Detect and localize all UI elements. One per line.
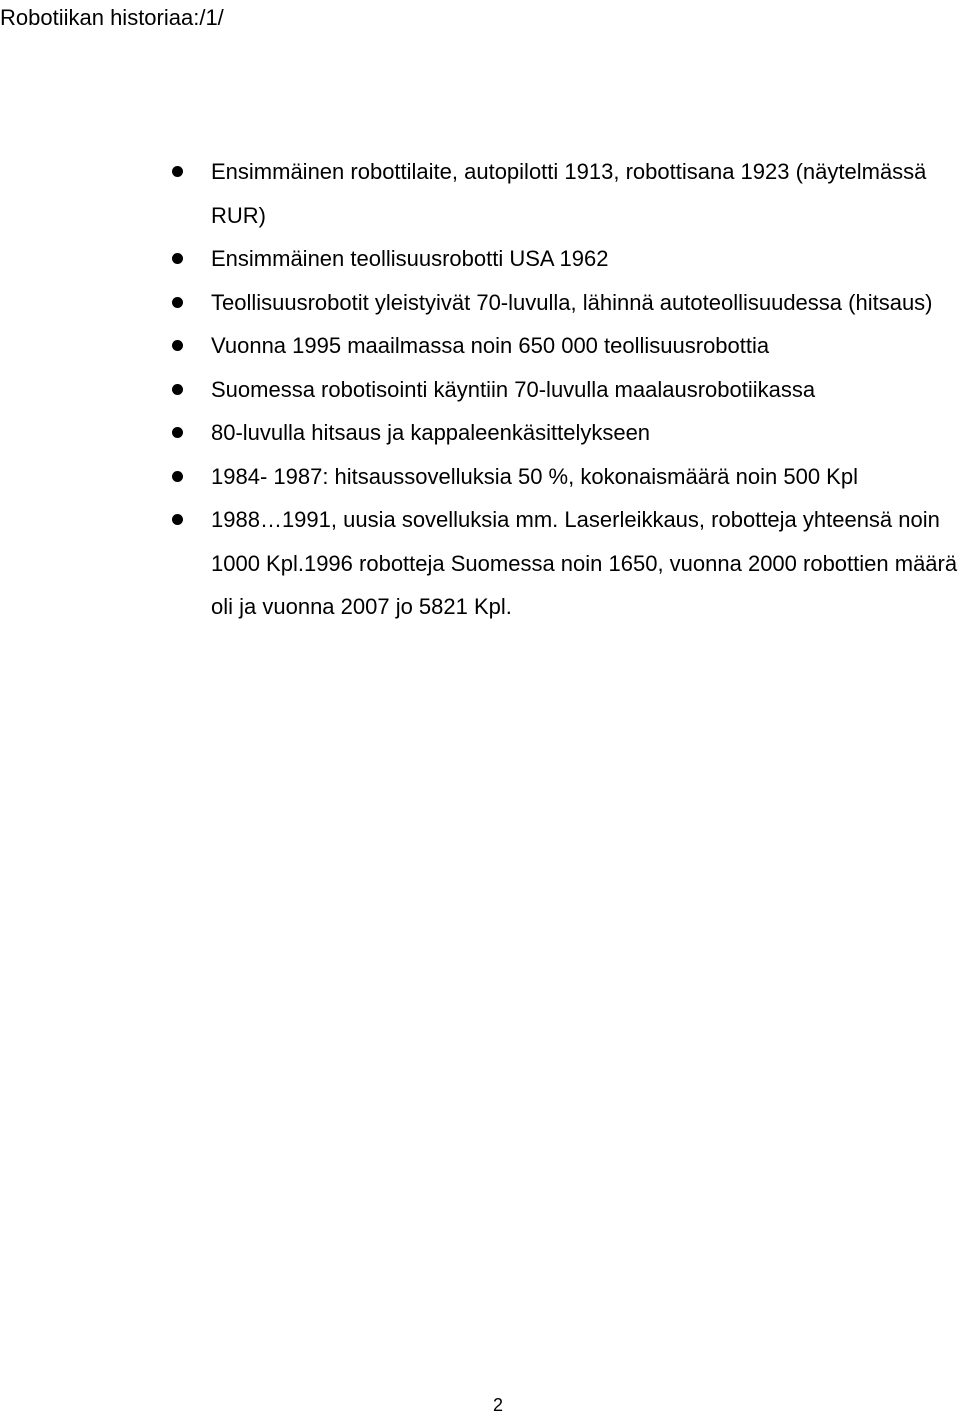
bullet-icon (172, 340, 183, 351)
list-item-text: 80-luvulla hitsaus ja kappaleenkäsittelykseen (211, 420, 651, 445)
bullet-icon (172, 384, 183, 395)
list-item-text: Teollisuusrobotit yleistyivät 70-luvulla, lähinnä autoteollisuudessa (hitsaus) (211, 289, 933, 315)
page-heading: Robotiikan historiaa:/1/ (0, 5, 224, 30)
bullet-icon (172, 166, 183, 177)
list-item (0, 150, 960, 237)
list-item-text: 1988…1991, uusia sovelluksia mm. Laserleikkaus, robotteja yhteensä noin 1000 Kpl.1996 robotteja Suomessa noin 1650, vuonna 2000 robottien määrä oli ja vuonna 2007 jo 5821 Kpl. (211, 507, 958, 619)
list-item-text: Ensimmäinen teollisuusrobotti USA 1962 (211, 246, 609, 271)
list-item (0, 411, 960, 455)
list-item (0, 237, 960, 281)
history-bullet-list (0, 150, 960, 629)
bullet-icon (172, 514, 183, 525)
list-item (0, 281, 960, 325)
bullet-icon (172, 297, 183, 308)
list-item (0, 455, 960, 499)
list-item (0, 368, 960, 412)
bullet-icon (172, 471, 183, 482)
list-item-text: Ensimmäinen robottilaite, autopilotti 1913, robottisana 1923 (näytelmässä RUR) (211, 159, 927, 228)
list-item-text: Suomessa robotisointi käyntiin 70-luvulla maalausrobotiikassa (211, 376, 816, 402)
bullet-icon (172, 427, 183, 438)
list-item (0, 498, 960, 629)
bullet-icon (172, 253, 183, 264)
page-number: 2 (492, 1395, 503, 1415)
list-item (0, 324, 960, 368)
list-item-text: 1984- 1987: hitsaussovelluksia 50 %, kokonaismäärä noin 500 Kpl (211, 463, 858, 489)
list-item-text: Vuonna 1995 maailmassa noin 650 000 teollisuusrobottia (211, 333, 770, 358)
